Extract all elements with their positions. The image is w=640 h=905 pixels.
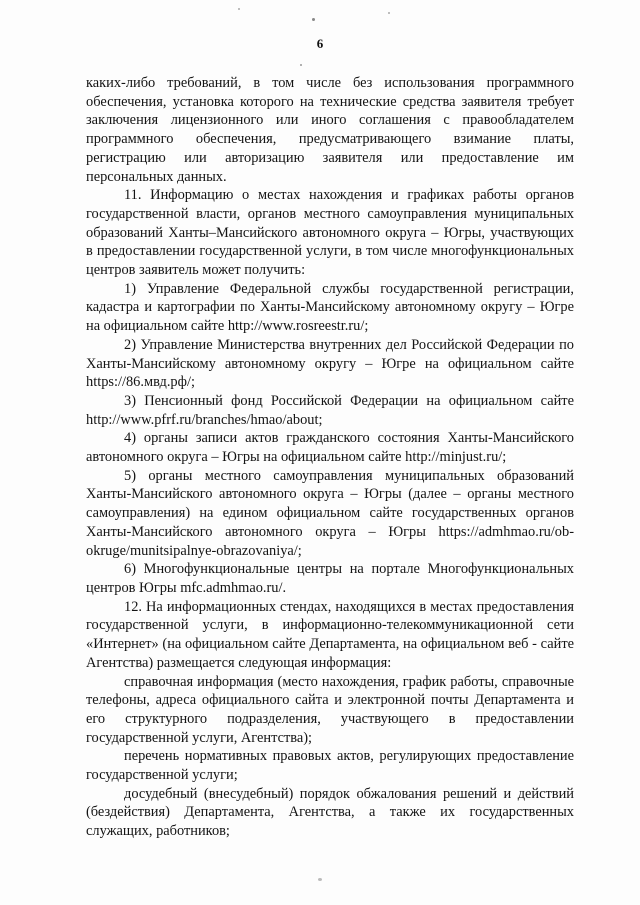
list-item-11-6: 6) Многофункциональные центры на портале Многофункциональных центров Югры mfc.admhmao.ru/. <box>86 561 574 596</box>
document-body <box>86 74 574 841</box>
scan-speck <box>238 8 240 10</box>
list-item-11-5: 5) органы местного самоуправления муниципальных образований Ханты-Мансийского автономного округа – Югры (далее – органы местного самоуправления) на едином официальном сайте государственных органов Ханты-Мансийского автономного округа – Югры https://admhmao.ru/ob-okruge/munitsipalnye-obrazovaniya/; <box>86 467 574 559</box>
paragraph-continuation: каких-либо требований, в том числе без использования программного обеспечения, установка которого на технические средства заявителя требует заключения лицензионного или иного соглашения с правообладателем программного обеспечения, предусматривающего взимание платы, регистрацию или авторизацию заявителя или предоставление им персональных данных. <box>86 75 574 185</box>
list-item-11-4: 4) органы записи актов гражданского состояния Ханты-Мансийского автономного округа – Югры на официальном сайте http://minjust.ru/; <box>86 430 574 466</box>
scan-speck <box>388 12 390 14</box>
scan-speck <box>300 64 302 66</box>
list-item-11-2: 2) Управление Министерства внутренних дел Российской Федерации по Ханты-Мансийскому автономному округу – Югре на официальном сайте https://86.мвд.рф/; <box>86 336 574 391</box>
list-item-12-legal-acts: перечень нормативных правовых актов, регулирующих предоставление государственной услуги; <box>86 748 574 784</box>
list-item-12-reference-info: справочная информация (место нахождения, график работы, справочные телефоны, адреса официального сайта и электронной почты Департамента и его структурного подразделения, участвующего в предоставлении государственной услуги, Агентства); <box>86 673 574 746</box>
list-item-11-1: 1) Управление Федеральной службы государственной регистрации, кадастра и картографии по Ханты-Мансийскому автономному округу – Югре на официальном сайте http://www.rosreestr.ru/; <box>86 280 574 335</box>
page-number: 6 <box>316 36 324 51</box>
list-item-11-3: 3) Пенсионный фонд Российской Федерации на официальном сайте http://www.pfrf.ru/branches/hmao/about; <box>86 392 574 428</box>
paragraph-12: 12. На информационных стендах, находящихся в местах предоставления государственной услуги, в информационно-телекоммуникационной сети «Интернет» (на официальном сайте Департамента, на официальном веб - сайте Агентства) размещается следующая информация: <box>86 598 574 671</box>
scan-speck <box>318 878 322 881</box>
list-item-12-appeal-procedure: досудебный (внесудебный) порядок обжалования решений и действий (бездействия) Департамента, Агентства, а также их государственных служащих, работников; <box>86 785 574 840</box>
scan-speck <box>312 18 315 21</box>
paragraph-11: 11. Информацию о местах нахождения и графиках работы органов государственной власти, органов местного самоуправления муниципальных образований Ханты–Мансийского автономного округа – Югры, участвующих в предоставлении государственной услуги, в том числе многофункциональных центров заявитель может получить: <box>86 187 574 279</box>
